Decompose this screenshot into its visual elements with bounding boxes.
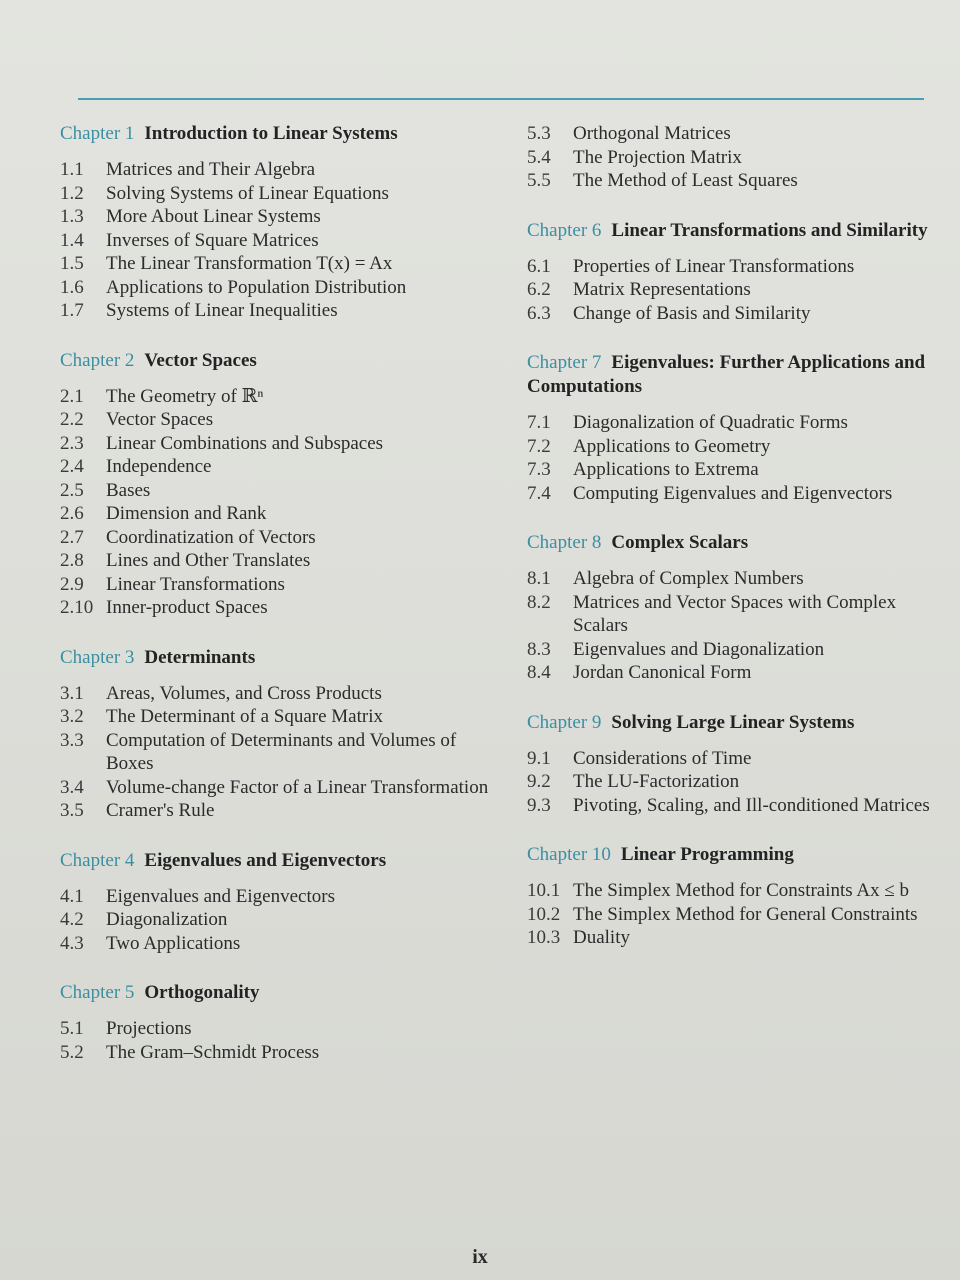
- section-title: Areas, Volumes, and Cross Products: [106, 682, 382, 704]
- section-title: Systems of Linear Inequalities: [106, 300, 338, 321]
- chapter-label: Chapter 10: [527, 844, 611, 865]
- section-number: 3.3: [60, 729, 84, 751]
- section-number: 2.8: [60, 550, 84, 571]
- section-number: 10.3: [527, 927, 561, 948]
- section-title: Applications to Population Distribution: [106, 276, 407, 298]
- section-number: 2.2: [60, 409, 84, 430]
- section-number: 2.3: [60, 432, 84, 454]
- section-entry: [527, 122, 937, 146]
- section-entry: [60, 205, 490, 229]
- section-title: Algebra of Complex Numbers: [573, 568, 804, 589]
- section-title: The Determinant of a Square Matrix: [106, 706, 383, 727]
- section-title: Eigenvalues and Eigenvectors: [106, 885, 335, 907]
- section-number: 2.4: [60, 456, 84, 477]
- chapter-block: [527, 711, 937, 818]
- section-number: 2.5: [60, 479, 84, 501]
- chapter-block: [60, 981, 490, 1064]
- section-number: 5.1: [60, 1018, 84, 1039]
- section-entry: [60, 729, 490, 776]
- section-title: The Linear Transformation T(x) = Ax: [106, 253, 393, 274]
- chapter-heading: [60, 122, 490, 146]
- chapter-title: Eigenvalues: Further Applications and Computations: [527, 352, 926, 397]
- section-entry: [527, 435, 937, 459]
- section-title: Lines and Other Translates: [106, 550, 311, 571]
- chapter-title: Eigenvalues and Eigenvectors: [144, 849, 387, 871]
- section-title: Inverses of Square Matrices: [106, 229, 319, 251]
- section-entry: [60, 799, 490, 823]
- section-entry: [60, 252, 490, 276]
- chapter-block: [60, 849, 490, 956]
- chapter-label: Chapter 9: [527, 711, 602, 733]
- section-title: The Simplex Method for Constraints Ax ≤ b: [573, 880, 910, 901]
- section-title: Applications to Geometry: [573, 435, 771, 457]
- toc-right-column: [527, 122, 937, 976]
- section-number: 8.4: [527, 662, 551, 683]
- section-entry: [527, 661, 937, 685]
- section-entry: [527, 482, 937, 506]
- section-entry: [60, 432, 490, 456]
- section-entry: [527, 747, 937, 771]
- chapter-heading: [527, 351, 937, 399]
- section-number: 8.1: [527, 568, 551, 589]
- section-title: Duality: [573, 927, 630, 948]
- section-entry: [527, 794, 937, 818]
- chapter-label: Chapter 5: [60, 982, 135, 1003]
- chapter-heading: [527, 843, 937, 867]
- chapter-heading: [527, 531, 937, 555]
- section-number: 2.1: [60, 385, 84, 407]
- section-entry: [60, 932, 490, 956]
- section-title: The Gram–Schmidt Process: [106, 1041, 320, 1063]
- section-entry: [527, 567, 937, 591]
- section-title: Solving Systems of Linear Equations: [106, 182, 389, 204]
- section-number: 5.4: [527, 146, 551, 168]
- section-entry: [60, 385, 490, 409]
- section-title: Change of Basis and Similarity: [573, 302, 811, 324]
- chapter-block: [60, 122, 490, 323]
- section-title: Computing Eigenvalues and Eigenvectors: [573, 482, 893, 504]
- section-title: Volume-change Factor of a Linear Transformation: [106, 776, 489, 798]
- section-entry: [60, 1017, 490, 1041]
- section-number: 3.2: [60, 706, 84, 727]
- section-entry: [527, 278, 937, 302]
- section-entry: [60, 705, 490, 729]
- section-number: 5.3: [527, 123, 551, 144]
- section-number: 3.5: [60, 800, 84, 821]
- section-entry: [527, 255, 937, 279]
- section-entry: [60, 408, 490, 432]
- section-title: The Geometry of ℝⁿ: [106, 385, 264, 407]
- chapter-heading: [527, 711, 937, 735]
- section-title: Linear Combinations and Subspaces: [106, 432, 384, 454]
- section-entry: [527, 169, 937, 193]
- section-title: The LU-Factorization: [573, 771, 740, 792]
- toc-left-column: [60, 122, 490, 1090]
- chapter-block: [527, 219, 937, 326]
- section-number: 9.1: [527, 747, 551, 769]
- section-number: 7.2: [527, 435, 551, 457]
- chapter-heading: [60, 849, 490, 873]
- section-title: Orthogonal Matrices: [573, 123, 731, 144]
- section-entry: [527, 879, 937, 903]
- section-number: 2.9: [60, 573, 84, 595]
- section-number: 2.7: [60, 526, 84, 548]
- page-number: ix: [472, 1246, 488, 1268]
- section-title: Matrices and Vector Spaces with Complex Scalars: [573, 591, 897, 636]
- section-title: Independence: [106, 456, 212, 477]
- section-title: The Simplex Method for General Constraints: [573, 903, 918, 925]
- chapter-block: [527, 843, 937, 950]
- chapter-label: Chapter 7: [527, 352, 602, 373]
- section-entry: [60, 549, 490, 573]
- chapter-title: Linear Programming: [620, 844, 794, 865]
- chapter-block: [527, 531, 937, 685]
- section-entry: [527, 770, 937, 794]
- chapter-label: Chapter 8: [527, 532, 602, 553]
- section-entry: [60, 1041, 490, 1065]
- section-title: More About Linear Systems: [106, 206, 321, 227]
- section-title: Jordan Canonical Form: [573, 662, 752, 683]
- section-title: Two Applications: [106, 932, 241, 954]
- section-entry: [527, 458, 937, 482]
- section-entry: [60, 182, 490, 206]
- section-title: Computation of Determinants and Volumes of Boxes: [106, 729, 457, 774]
- section-number: 7.4: [527, 482, 551, 504]
- section-entry: [60, 479, 490, 503]
- section-entry: [527, 926, 937, 950]
- section-number: 10.2: [527, 903, 561, 925]
- section-number: 3.1: [60, 682, 84, 704]
- section-title: Linear Transformations: [106, 573, 285, 595]
- section-title: Pivoting, Scaling, and Ill-conditioned Matrices: [573, 794, 930, 816]
- section-title: Cramer's Rule: [106, 800, 215, 821]
- chapter-title: Vector Spaces: [144, 349, 257, 371]
- section-entry: [60, 158, 490, 182]
- section-title: Vector Spaces: [106, 409, 214, 430]
- chapter-title: Solving Large Linear Systems: [611, 711, 855, 733]
- section-title: Considerations of Time: [573, 747, 752, 769]
- section-number: 7.3: [527, 459, 551, 480]
- section-number: 3.4: [60, 776, 84, 798]
- section-number: 7.1: [527, 412, 551, 433]
- section-number: 6.2: [527, 279, 551, 300]
- section-entry: [60, 276, 490, 300]
- chapter-title: Orthogonality: [144, 982, 260, 1003]
- section-title: The Method of Least Squares: [573, 170, 798, 191]
- section-entry: [60, 573, 490, 597]
- chapter-heading: [527, 219, 937, 243]
- chapter-heading: [60, 981, 490, 1005]
- section-number: 9.3: [527, 794, 551, 816]
- section-title: Diagonalization: [106, 909, 228, 930]
- section-number: 1.2: [60, 182, 84, 204]
- chapter-label: Chapter 6: [527, 219, 602, 241]
- chapter-label: Chapter 3: [60, 646, 135, 668]
- chapter-heading: [60, 646, 490, 670]
- section-number: 1.7: [60, 300, 84, 321]
- section-entry: [60, 455, 490, 479]
- chapter-title: Linear Transformations and Similarity: [611, 219, 928, 241]
- section-title: Inner-product Spaces: [106, 597, 268, 618]
- section-title: Properties of Linear Transformations: [573, 255, 855, 277]
- section-number: 6.3: [527, 302, 551, 324]
- section-number: 4.3: [60, 932, 84, 954]
- chapter-title: Determinants: [144, 646, 256, 668]
- section-title: Bases: [106, 479, 151, 501]
- section-entry: [60, 229, 490, 253]
- section-number: 1.1: [60, 159, 84, 180]
- section-number: 5.2: [60, 1041, 84, 1063]
- chapter-label: Chapter 4: [60, 849, 135, 871]
- section-number: 5.5: [527, 170, 551, 191]
- section-number: 4.1: [60, 885, 84, 907]
- section-number: 6.1: [527, 255, 551, 277]
- section-entry: [527, 591, 937, 638]
- section-entry: [60, 908, 490, 932]
- section-number: 2.6: [60, 503, 84, 524]
- section-number: 1.5: [60, 253, 84, 274]
- section-entry: [60, 596, 490, 620]
- chapter-label: Chapter 1: [60, 123, 135, 144]
- section-number: 10.1: [527, 880, 561, 901]
- chapter-block: [527, 122, 937, 193]
- section-number: 9.2: [527, 771, 551, 792]
- section-title: Eigenvalues and Diagonalization: [573, 638, 825, 660]
- chapter-block: [60, 349, 490, 620]
- section-number: 2.10: [60, 597, 94, 618]
- section-entry: [527, 302, 937, 326]
- section-number: 4.2: [60, 909, 84, 930]
- section-entry: [60, 299, 490, 323]
- section-title: Dimension and Rank: [106, 503, 267, 524]
- section-title: Projections: [106, 1018, 192, 1039]
- chapter-block: [527, 351, 937, 505]
- section-number: 8.3: [527, 638, 551, 660]
- section-entry: [60, 682, 490, 706]
- section-title: Matrices and Their Algebra: [106, 159, 316, 180]
- chapter-heading: [60, 349, 490, 373]
- chapter-block: [60, 646, 490, 823]
- section-number: 1.6: [60, 276, 84, 298]
- section-entry: [527, 146, 937, 170]
- section-entry: [60, 776, 490, 800]
- section-number: 8.2: [527, 591, 551, 613]
- section-title: The Projection Matrix: [573, 146, 742, 168]
- section-entry: [60, 526, 490, 550]
- section-number: 1.3: [60, 206, 84, 227]
- header-rule: [78, 98, 924, 100]
- section-title: Matrix Representations: [573, 279, 751, 300]
- chapter-title: Introduction to Linear Systems: [144, 123, 398, 144]
- section-title: Applications to Extrema: [573, 459, 759, 480]
- chapter-label: Chapter 2: [60, 349, 135, 371]
- section-title: Coordinatization of Vectors: [106, 526, 316, 548]
- section-entry: [60, 502, 490, 526]
- section-entry: [527, 411, 937, 435]
- section-entry: [527, 638, 937, 662]
- section-entry: [60, 885, 490, 909]
- section-number: 1.4: [60, 229, 84, 251]
- section-title: Diagonalization of Quadratic Forms: [573, 412, 848, 433]
- section-entry: [527, 903, 937, 927]
- chapter-title: Complex Scalars: [611, 532, 749, 553]
